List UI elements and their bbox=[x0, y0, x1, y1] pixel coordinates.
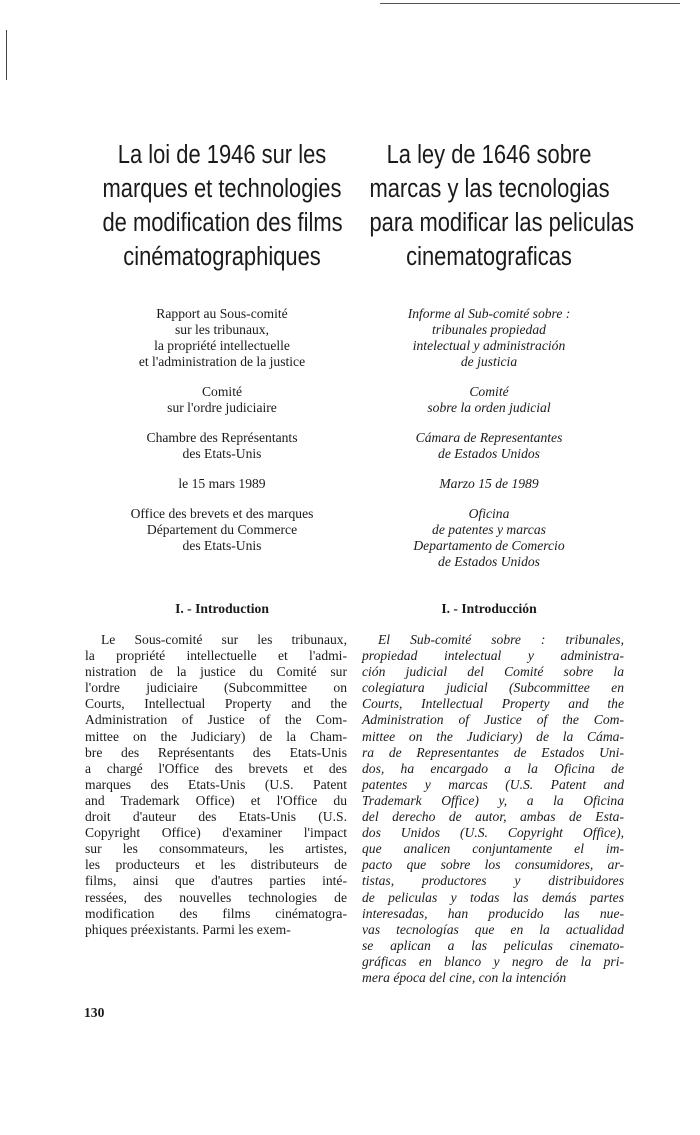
spanish-metadata bbox=[350, 306, 628, 570]
body-line: Courts, Intellectual Property and the bbox=[85, 696, 347, 712]
meta-line: de justicia bbox=[460, 354, 518, 369]
title-line: marques et technologies bbox=[102, 175, 342, 203]
body-line: pacto que sobre los consumidores, ar- bbox=[362, 857, 624, 873]
body-line: Administration of Justice of the Com- bbox=[362, 712, 624, 728]
body-line: l'ordre judiciaire (Subcommittee on bbox=[85, 680, 347, 696]
meta-line: Comité bbox=[201, 384, 243, 399]
french-title bbox=[102, 138, 341, 274]
meta-line: Office des brevets et des marques bbox=[130, 506, 314, 521]
body-line: Trademark Office) y, a la Oficina bbox=[362, 792, 624, 808]
body-line: la propriété intellectuelle et l'admi- bbox=[85, 648, 347, 664]
body-line: del derecho de autor, ambas de Esta- bbox=[362, 809, 624, 825]
body-line: ción judicial del Comité sobre la bbox=[362, 664, 624, 680]
body-line: El Sub-comité sobre : tribunales, bbox=[378, 632, 624, 647]
body-line: mittee on the Judiciary) de la Cham- bbox=[85, 728, 347, 744]
body-line: colegiatura judicial (Subcommittee en bbox=[362, 680, 624, 696]
body-line: gráficas en blanco y negro de la pri- bbox=[362, 953, 624, 969]
meta-line: de patentes y marcas bbox=[432, 522, 546, 537]
body-line: droit d'auteur des Etats-Unis (U.S. bbox=[85, 809, 347, 825]
top-rule bbox=[380, 3, 680, 4]
french-column bbox=[83, 138, 361, 568]
spanish-title bbox=[369, 138, 634, 274]
body-line: a chargé l'Office des brevets et des bbox=[85, 760, 347, 776]
spanish-body-text bbox=[362, 632, 624, 986]
body-line: patentes y marcas (U.S. Patent and bbox=[362, 776, 624, 792]
office-line-group bbox=[83, 506, 361, 554]
office-line-group bbox=[350, 506, 628, 570]
chamber-line-group bbox=[350, 430, 628, 462]
body-line: phiques préexistants. Parmi les exem- bbox=[85, 921, 291, 937]
french-body-text bbox=[85, 632, 347, 938]
meta-line: des Etats-Unis bbox=[182, 446, 262, 461]
spanish-column bbox=[350, 138, 634, 584]
meta-line: intelectual y administración bbox=[412, 338, 566, 353]
title-line: cinematograficas bbox=[406, 243, 572, 271]
committee-line-group bbox=[83, 384, 361, 416]
meta-line: sobre la orden judicial bbox=[427, 400, 551, 415]
meta-line: Departamento de Comercio bbox=[413, 538, 565, 553]
title-line: de modification des films bbox=[102, 209, 343, 237]
date-line bbox=[350, 476, 628, 492]
body-line: les producteurs et les distributeurs de bbox=[85, 857, 347, 873]
body-line: interesadas, han producido las nue- bbox=[362, 905, 624, 921]
meta-line: Cámara de Representantes bbox=[415, 430, 563, 445]
title-line: marcas y las tecnologias bbox=[369, 175, 610, 203]
body-line: modification des films cinématogra- bbox=[85, 905, 347, 921]
report-line-group bbox=[83, 306, 361, 370]
meta-line: et l'administration de la justice bbox=[138, 354, 306, 369]
body-line: Administration of Justice of the Com- bbox=[85, 712, 347, 728]
meta-line: Oficina bbox=[468, 506, 510, 521]
title-line: cinématographiques bbox=[123, 243, 321, 271]
meta-line: tribunales propiedad bbox=[432, 322, 546, 337]
body-line: propiedad intelectual y administra- bbox=[362, 648, 624, 664]
body-line: ra de Representantes de Estados Uni- bbox=[362, 744, 624, 760]
body-line: ressées, des nouvelles technologies de bbox=[85, 889, 347, 905]
body-line: dos, ha encargado a la Oficina de bbox=[362, 760, 624, 776]
meta-line: Rapport au Sous-comité bbox=[156, 306, 288, 321]
body-line: and Trademark Office) et l'Office du bbox=[85, 792, 347, 808]
body-line: mera época del cine, con la intención bbox=[362, 969, 567, 985]
page-number: 130 bbox=[84, 1005, 105, 1020]
committee-line-group bbox=[350, 384, 628, 416]
body-line: mittee on the Judiciary) de la Cáma- bbox=[362, 728, 624, 744]
left-margin-mark bbox=[6, 30, 7, 80]
title-line: para modificar las peliculas bbox=[369, 209, 634, 237]
meta-line: Comité bbox=[469, 384, 509, 399]
date-line bbox=[83, 476, 361, 492]
body-line: tistas, productores y distribuidores bbox=[362, 873, 624, 889]
body-line: Copyright Office) d'examiner l'impact bbox=[85, 825, 347, 841]
chamber-line-group bbox=[83, 430, 361, 462]
body-line: Le Sous-comité sur les tribunaux, bbox=[101, 632, 347, 647]
meta-line: la propriété intellectuelle bbox=[154, 338, 290, 353]
body-line: vas tecnologías que en la actualidad bbox=[362, 921, 624, 937]
title-line: La loi de 1946 sur les bbox=[117, 141, 327, 169]
meta-line: Informe al Sub-comité sobre : bbox=[407, 306, 571, 321]
french-section-heading: I. - Introduction bbox=[175, 601, 269, 616]
meta-line: de Estados Unidos bbox=[438, 446, 540, 461]
body-line: marques des Etats-Unis (U.S. Patent bbox=[85, 776, 347, 792]
meta-line: Département du Commerce bbox=[146, 522, 298, 537]
report-line-group bbox=[350, 306, 628, 370]
spanish-section-heading: I. - Introducción bbox=[441, 601, 537, 616]
body-line: films, ainsi que d'autres parties inté- bbox=[85, 873, 347, 889]
body-line: nistration de la justice du Comité sur bbox=[85, 664, 347, 680]
french-metadata bbox=[83, 306, 361, 554]
body-line: que analicen conjuntamente el im- bbox=[362, 841, 624, 857]
title-line: La ley de 1646 sobre bbox=[386, 141, 592, 169]
meta-line: Chambre des Représentants bbox=[146, 430, 298, 445]
meta-line: sur les tribunaux, bbox=[174, 322, 269, 337]
body-line: bre des Représentants des Etats-Unis bbox=[85, 744, 347, 760]
body-line: se aplican a las peliculas cinemato- bbox=[362, 937, 624, 953]
body-line: de peliculas y todas las demás partes bbox=[362, 889, 624, 905]
body-line: Courts, Intellectual Property and the bbox=[362, 696, 624, 712]
body-line: sur les consommateurs, les artistes, bbox=[85, 841, 347, 857]
meta-line: le 15 mars 1989 bbox=[178, 476, 266, 491]
meta-line: des Etats-Unis bbox=[182, 538, 262, 553]
meta-line: Marzo 15 de 1989 bbox=[439, 476, 539, 491]
meta-line: de Estados Unidos bbox=[438, 554, 540, 569]
body-line: dos Unidos (U.S. Copyright Office), bbox=[362, 825, 624, 841]
meta-line: sur l'ordre judiciaire bbox=[167, 400, 277, 415]
